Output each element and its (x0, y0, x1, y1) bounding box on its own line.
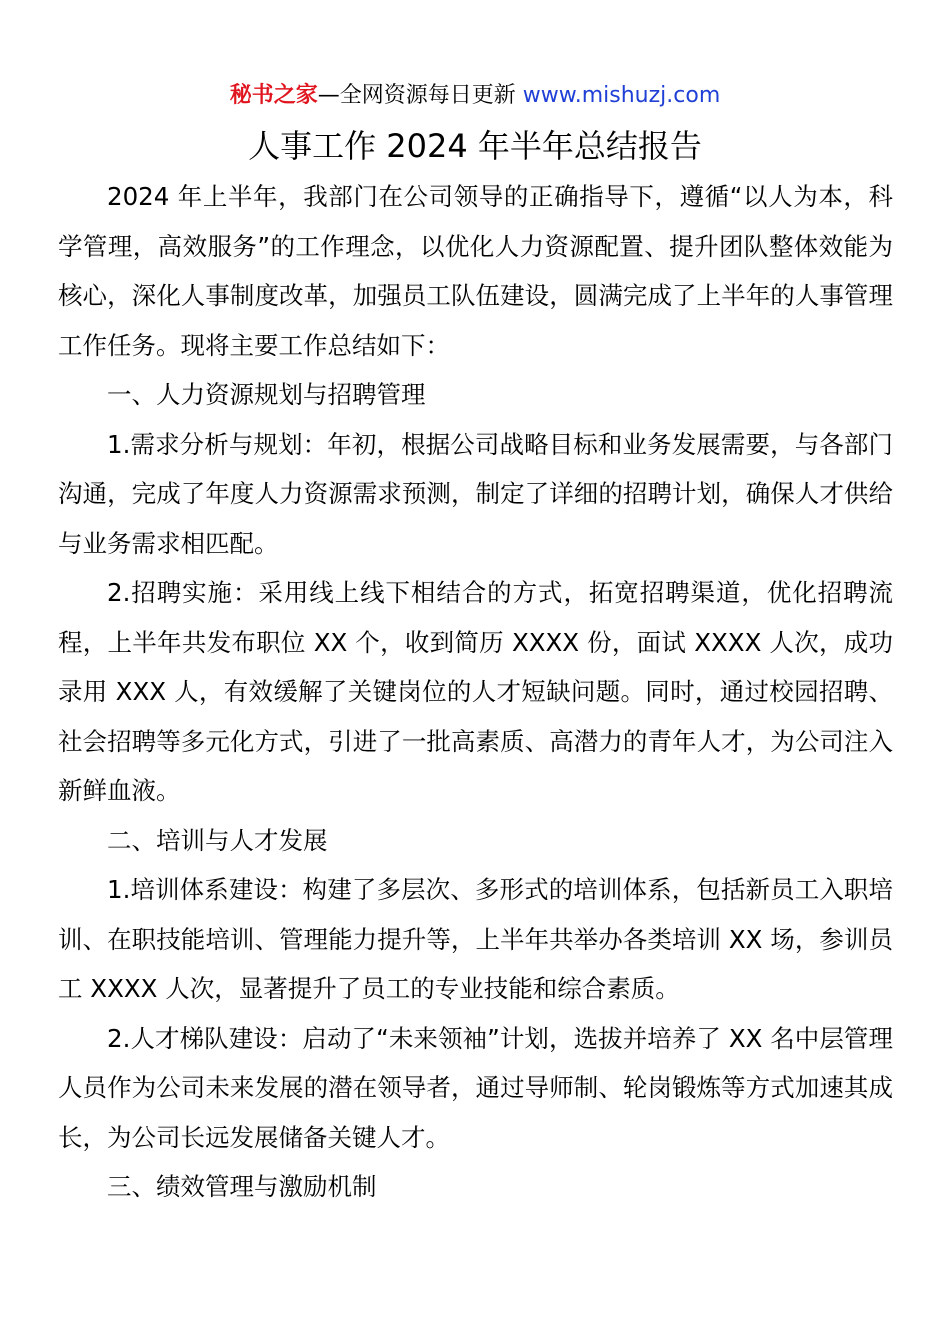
site-url-link[interactable]: www.mishuzj.com (522, 83, 721, 108)
section-2-paragraph-1: 1.培训体系建设：构建了多层次、多形式的培训体系，包括新员工入职培训、在职技能培训、管理能力提升等，上半年共举办各类培训 XX 场，参训员工 XXXX 人次，显著提升了员工的专业技能和综合素质。 (58, 875, 893, 1003)
site-header (0, 80, 950, 112)
section-heading-2: 二、培训与人才发展 (107, 825, 328, 855)
intro-paragraph: 2024 年上半年，我部门在公司领导的正确指导下，遵循“以人为本，科学管理，高效服务”的工作理念，以优化人力资源配置、提升团队整体效能为核心，深化人事制度改革，加强员工队伍建设，圆满完成了上半年的人事管理工作任务。现将主要工作总结如下： (58, 182, 893, 360)
section-2-paragraph-2: 2.人才梯队建设：启动了“未来领袖”计划，选拔并培养了 XX 名中层管理人员作为公司未来发展的潜在领导者，通过导师制、轮岗锻炼等方式加速其成长，为公司长远发展储备关键人才。 (58, 1023, 893, 1152)
section-1-paragraph-2: 2.招聘实施：采用线上线下相结合的方式，拓宽招聘渠道，优化招聘流程，上半年共发布职位 XX 个，收到简历 XXXX 份，面试 XXXX 人次，成功录用 XXX 人，有效缓解了关键岗位的人才短缺问题。同时，通过校园招聘、社会招聘等多元化方式，引进了一批高素质、高潜力的青年人才，为公司注入新鲜血液。 (58, 578, 893, 805)
site-brand: 秘书之家 (229, 83, 318, 108)
section-heading-1: 一、人力资源规划与招聘管理 (107, 380, 426, 409)
site-slogan: —全网资源每日更新 (317, 83, 523, 108)
section-1-paragraph-1: 1.需求分析与规划：年初，根据公司战略目标和业务发展需要，与各部门沟通，完成了年度人力资源需求预测，制定了详细的招聘计划，确保人才供给与业务需求相匹配。 (58, 429, 893, 558)
document-title: 人事工作 2024 年半年总结报告 (248, 127, 702, 165)
document-body (58, 172, 893, 1212)
section-heading-3: 三、绩效管理与激励机制 (107, 1172, 377, 1201)
